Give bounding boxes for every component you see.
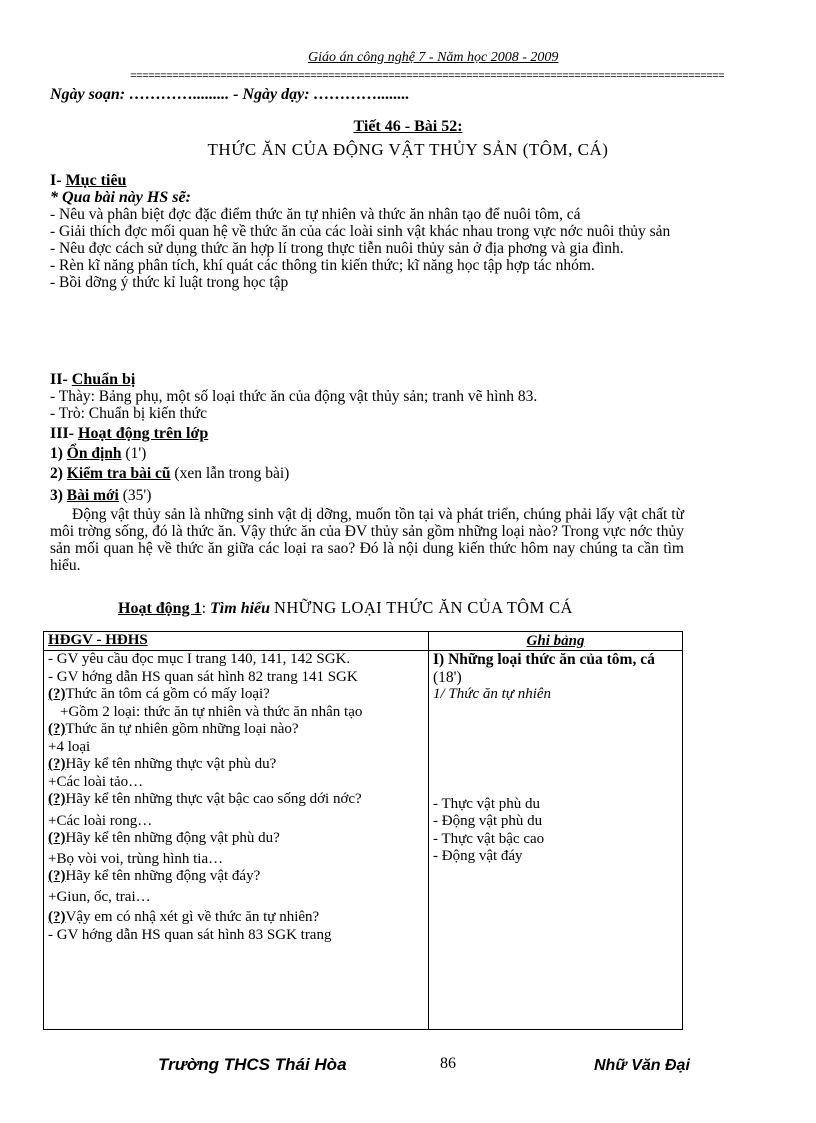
objectives-section [50,172,684,291]
lesson-table [43,631,683,1030]
activities-section [50,425,684,574]
objective-item: - Bồi dỡng ý thức kỉ luật trong học tập [50,274,289,291]
board-subheading: 1/ Thức ăn tự nhiên [433,686,552,702]
table-row: (?)Hãy kể tên những động vật phù du? [48,830,280,846]
lesson-number: Tiết 46 - Bài 52: [353,118,463,135]
table-right-column [429,651,683,1030]
list-item: - Động vật phù du [433,813,543,829]
table-header-teacher-student: HĐGV - HĐHS [44,632,429,651]
step-stabilize: 1) Ổn định (1') [50,445,147,462]
table-row: - GV hớng dẫn HS quan sát hình 83 SGK trang [48,926,332,943]
preparation-item: - Trò: Chuẩn bị kiến thức [50,405,207,422]
board-list [433,796,678,866]
lesson-title: THỨC ĂN CỦA ĐỘNG VẬT THỦY SẢN (TÔM, CÁ) [207,140,609,159]
list-item: - Thực vật bậc cao [433,830,545,847]
table-row: +Các loài tảo… [48,773,144,790]
table-row: +Gồm 2 loại: thức ăn tự nhiên và thức ăn nhân tạo [60,703,363,720]
lesson-intro: Động vật thủy sản là những sinh vật dị dỡng, muốn tồn tại và phát triển, chúng phải lấy vật chất từ môi trờng sống, đó là thức ăn. Vậy thức ăn của ĐV thủy sản gồm những loại nào? Trong vực nớc thủy sản mối quan hệ về thức ăn giữa các loại ra sao? Đó là nội dung kiến thức hôm nay chúng ta cần tìm hiểu. [50,506,684,574]
objective-item: - Giải thích đợc mối quan hệ về thức ăn của các loài sinh vật khác nhau trong vực nớc nuôi thủy sản [50,223,671,240]
table-row: (?)Thức ăn tự nhiên gồm những loại nào? [48,721,299,737]
footer-school: Trường THCS Thái Hòa [158,1055,347,1074]
header-rule: =================================================================================================== [130,71,725,83]
table-row: - GV yêu cầu đọc mục I trang 140, 141, 142 SGK. [48,651,351,667]
table-header-board: Ghi bảng [429,632,683,651]
table-row: (?)Hãy kể tên những thực vật bậc cao sống dới nớc? [48,791,362,807]
table-row: +Giun, ốc, trai… [48,888,151,905]
board-heading: I) Những loại thức ăn của tôm, cá (18') [433,651,655,686]
table-row: (?)Vậy em có nhậ xét gì về thức ăn tự nhiên? [48,909,320,925]
objectives-heading: I- Mục tiêu [50,172,127,189]
objective-item: - Nêu đợc cách sử dụng thức ăn hợp lí trong thực tiễn nuôi thủy sản ở địa phơng và gia đình. [50,240,624,257]
activities-heading: III- Hoạt động trên lớp [50,425,209,442]
objectives-subheading: * Qua bài này HS sẽ: [50,189,191,206]
page-number: 86 [440,1055,456,1072]
footer-author: Nhữ Văn Đại [594,1057,690,1074]
table-row: (?)Thức ăn tôm cá gồm có mấy loại? [48,686,270,702]
list-item: - Thực vật phù du [433,795,540,812]
table-left-column [44,651,429,1030]
preparation-item: - Thày: Bảng phụ, một số loại thức ăn của động vật thủy sản; tranh vẽ hình 83. [50,388,538,405]
document-header-title: Giáo án công nghệ 7 - Năm học 2008 - 2009 [308,50,559,65]
step-review: 2) Kiểm tra bài cũ (xen lẫn trong bài) [50,465,290,482]
table-row: +Các loài rong… [48,812,153,829]
activity-1-heading: Hoạt động 1: Tìm hiểu NHỮNG LOẠI THỨC ĂN CỦA TÔM CÁ [118,598,573,617]
objective-item: - Nêu và phân biệt đợc đặc điểm thức ăn tự nhiên và thức ăn nhân tạo để nuôi tôm, cá [50,206,581,223]
preparation-heading: II- Chuẩn bị [50,371,136,388]
list-item: - Động vật đáy [433,848,523,864]
table-row: +4 loại [48,738,91,755]
table-row: +Bọ vòi voi, trùng hình tia… [48,850,224,867]
dates-line: Ngày soạn: …………......... - Ngày dạy: …………........ [50,86,410,103]
objective-item: - Rèn kĩ năng phân tích, khí quát các thông tin kiến thức; kĩ năng học tập hợp tác nhóm. [50,257,595,274]
preparation-section [50,371,684,422]
table-row: (?)Hãy kể tên những thực vật phù du? [48,756,277,772]
table-row: (?)Hãy kể tên những động vật đáy? [48,868,261,884]
table-row: - GV hớng dẫn HS quan sát hình 82 trang 141 SGK [48,668,358,685]
step-new-lesson: 3) Bài mới (35') [50,487,152,504]
